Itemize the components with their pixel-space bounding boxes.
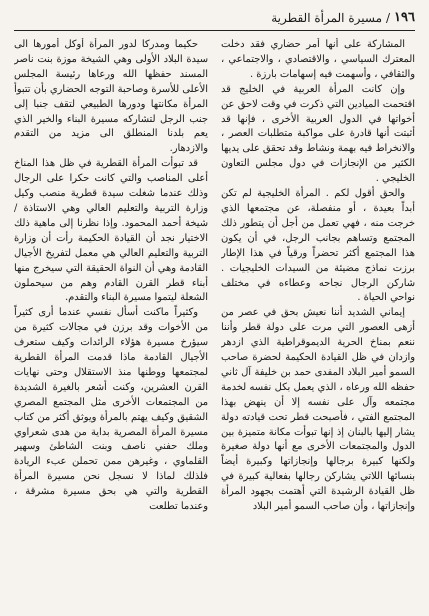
paragraph: حكيما ومدركا لدور المرأة أوكل أمورها الى سيدة البلاد الأولى وهي الشيخة موزة بنت ناصر المسند حفظها الله ورعاها رئيسة المجلس الأعلى للأسرة وصاحبة التوجه الحضاري بأن تتبوأ المرأة مكانتها ودورها الطبيعي لتقف جنبا إلى جنب الرجل لتشاركه مسيرة البناء والخير الذي يعم بلدنا المنطلق الى مزيد من التقدم والازدهار. [14, 39, 208, 155]
running-title: مسيرة المرأة القطرية [271, 11, 382, 25]
header-separator: / [386, 11, 391, 25]
paragraph: وكثيراً ماكنت أسأل نفسي عندما أرى كثيراً من الأخوات وقد برزن في مجالات كثيرة من سيؤرخ مسيرة هؤلاء الرائدات وكيف ستعرف الأجيال القادمة ماذا قدمت المرأة القطرية لمجتمعها ووطنها منذ الاستقلال وحتى نهايات القرن العشرين، وكنت أشعر بالغيرة الشديدة من المجتمعات الأخرى مثل المجتمع المصري الشقيق وكيف يهتم بالمرأة ويوثق أكثر من كتاب مسيرة المرأة المصرية بداية من هدى شعراوي وملك حفني ناصف وبنت الشاطئ وسهير القلماوي ، وغيرهن ممن تحملن عبء الريادة فلذلك لماذا لا نسجل نحن مسيرة المرأة القطرية والتي هي بحق مسيرة مشرقة ، وعندما تطلعت [14, 307, 208, 513]
page-header [14, 8, 415, 28]
paragraph: إيماني الشديد أننا نعيش بحق في عصر من أزهى العصور التي مرت على دولة قطر وأننا ننعم بمناخ الحرية الديموقراطية الذي ازدهر وازدان في ظل القيادة الحكيمة لحضرة صاحب السمو أمير البلاد المفدى حمد بن خليفة آل ثاني حفظه الله ورعاه ، الذي يعمل بكل نفسه لخدمة مجتمعه وآل على نفسه إلا أن ينهض بهذا المجتمع الفتي ، فأصبحت قطر تحت قيادته دولة يشار إليها بالبنان إذ إنها تبوأت مكانة متميزة بين الدول والمجتمعات الأخرى مع أنها دولة صغيرة ولكنها كبيرة برجالها وإنجازاتها وكبيرة أيضاً بنسائها اللاتي يشاركن رجالها بفعالية كبيرة في ظل القيادة الرشيدة التي أهتمت بجهود المرأة وإنجازاتها ، وأن صاحب السمو أمير البلاد [221, 307, 415, 513]
paragraph: المشاركة على أنها أمر حضاري فقد دخلت المعترك السياسي ، والاقتصادي ، والاجتماعي ، والثقافي ، وأسهمت فيه إسهامات بارزة . [221, 39, 415, 80]
paragraph: والحق أقول لكم . المرأة الخليجية لم تكن أبداً بعيدة ، أو منفصلة، عن مجتمعها الذي خرجت منه ، فهي تعمل من أجل أن يتطور ذلك المجتمع وتساهم بجانب الرجل، في أن يكون هذا المجتمع أكثر تحضراً ورقياً في هذا الإطار برزت نماذج مضيئة من السيدات الخليجيات . شاركن الرجال نجاحه وعطاءه في مختلف نواحي الحياة . [221, 188, 415, 304]
header-rule [14, 30, 415, 31]
paragraph: وإن كانت المرأة العربية في الخليج قد اقتحمت الميادين التي ذكرت في وقت لاحق عن أخواتها في الدول العربية الأخرى ، فإنها قد أثبتت أنها قادرة على مواكبة متطلبات العصر ، والانخراط فيه بهمة ونشاط وقد تحقق على يديها الكثير من الإنجازات في دول مجلس التعاون الخليجي . [221, 83, 415, 185]
text-column-right [221, 38, 415, 608]
paragraph: قد تبوأت المرأة القطرية في ظل هذا المناخ أعلى المناصب والتي كانت حكرا على الرجال وذلك عندما شغلت سيدة قطرية منصب وكيل وزارة التربية والتعليم العالي وهي الاستاذة / شيخة أحمد المحمود. وإذا نظرنا إلى ماهية ذلك الاختيار نجد أن القيادة الحكيمة رأت أن وزارة التربية والتعليم العالي هي معمل لتفريخ الأجيال القادمة وهي أن النواة الحقيقة التي سيخرج منها أبناء قطر القرن القادم وهم من سيحملون الشعلة ليتموا مسيرة البناء والتقدم. [14, 158, 208, 304]
text-column-left [14, 38, 208, 608]
page-number: ١٩٦ [394, 10, 415, 25]
